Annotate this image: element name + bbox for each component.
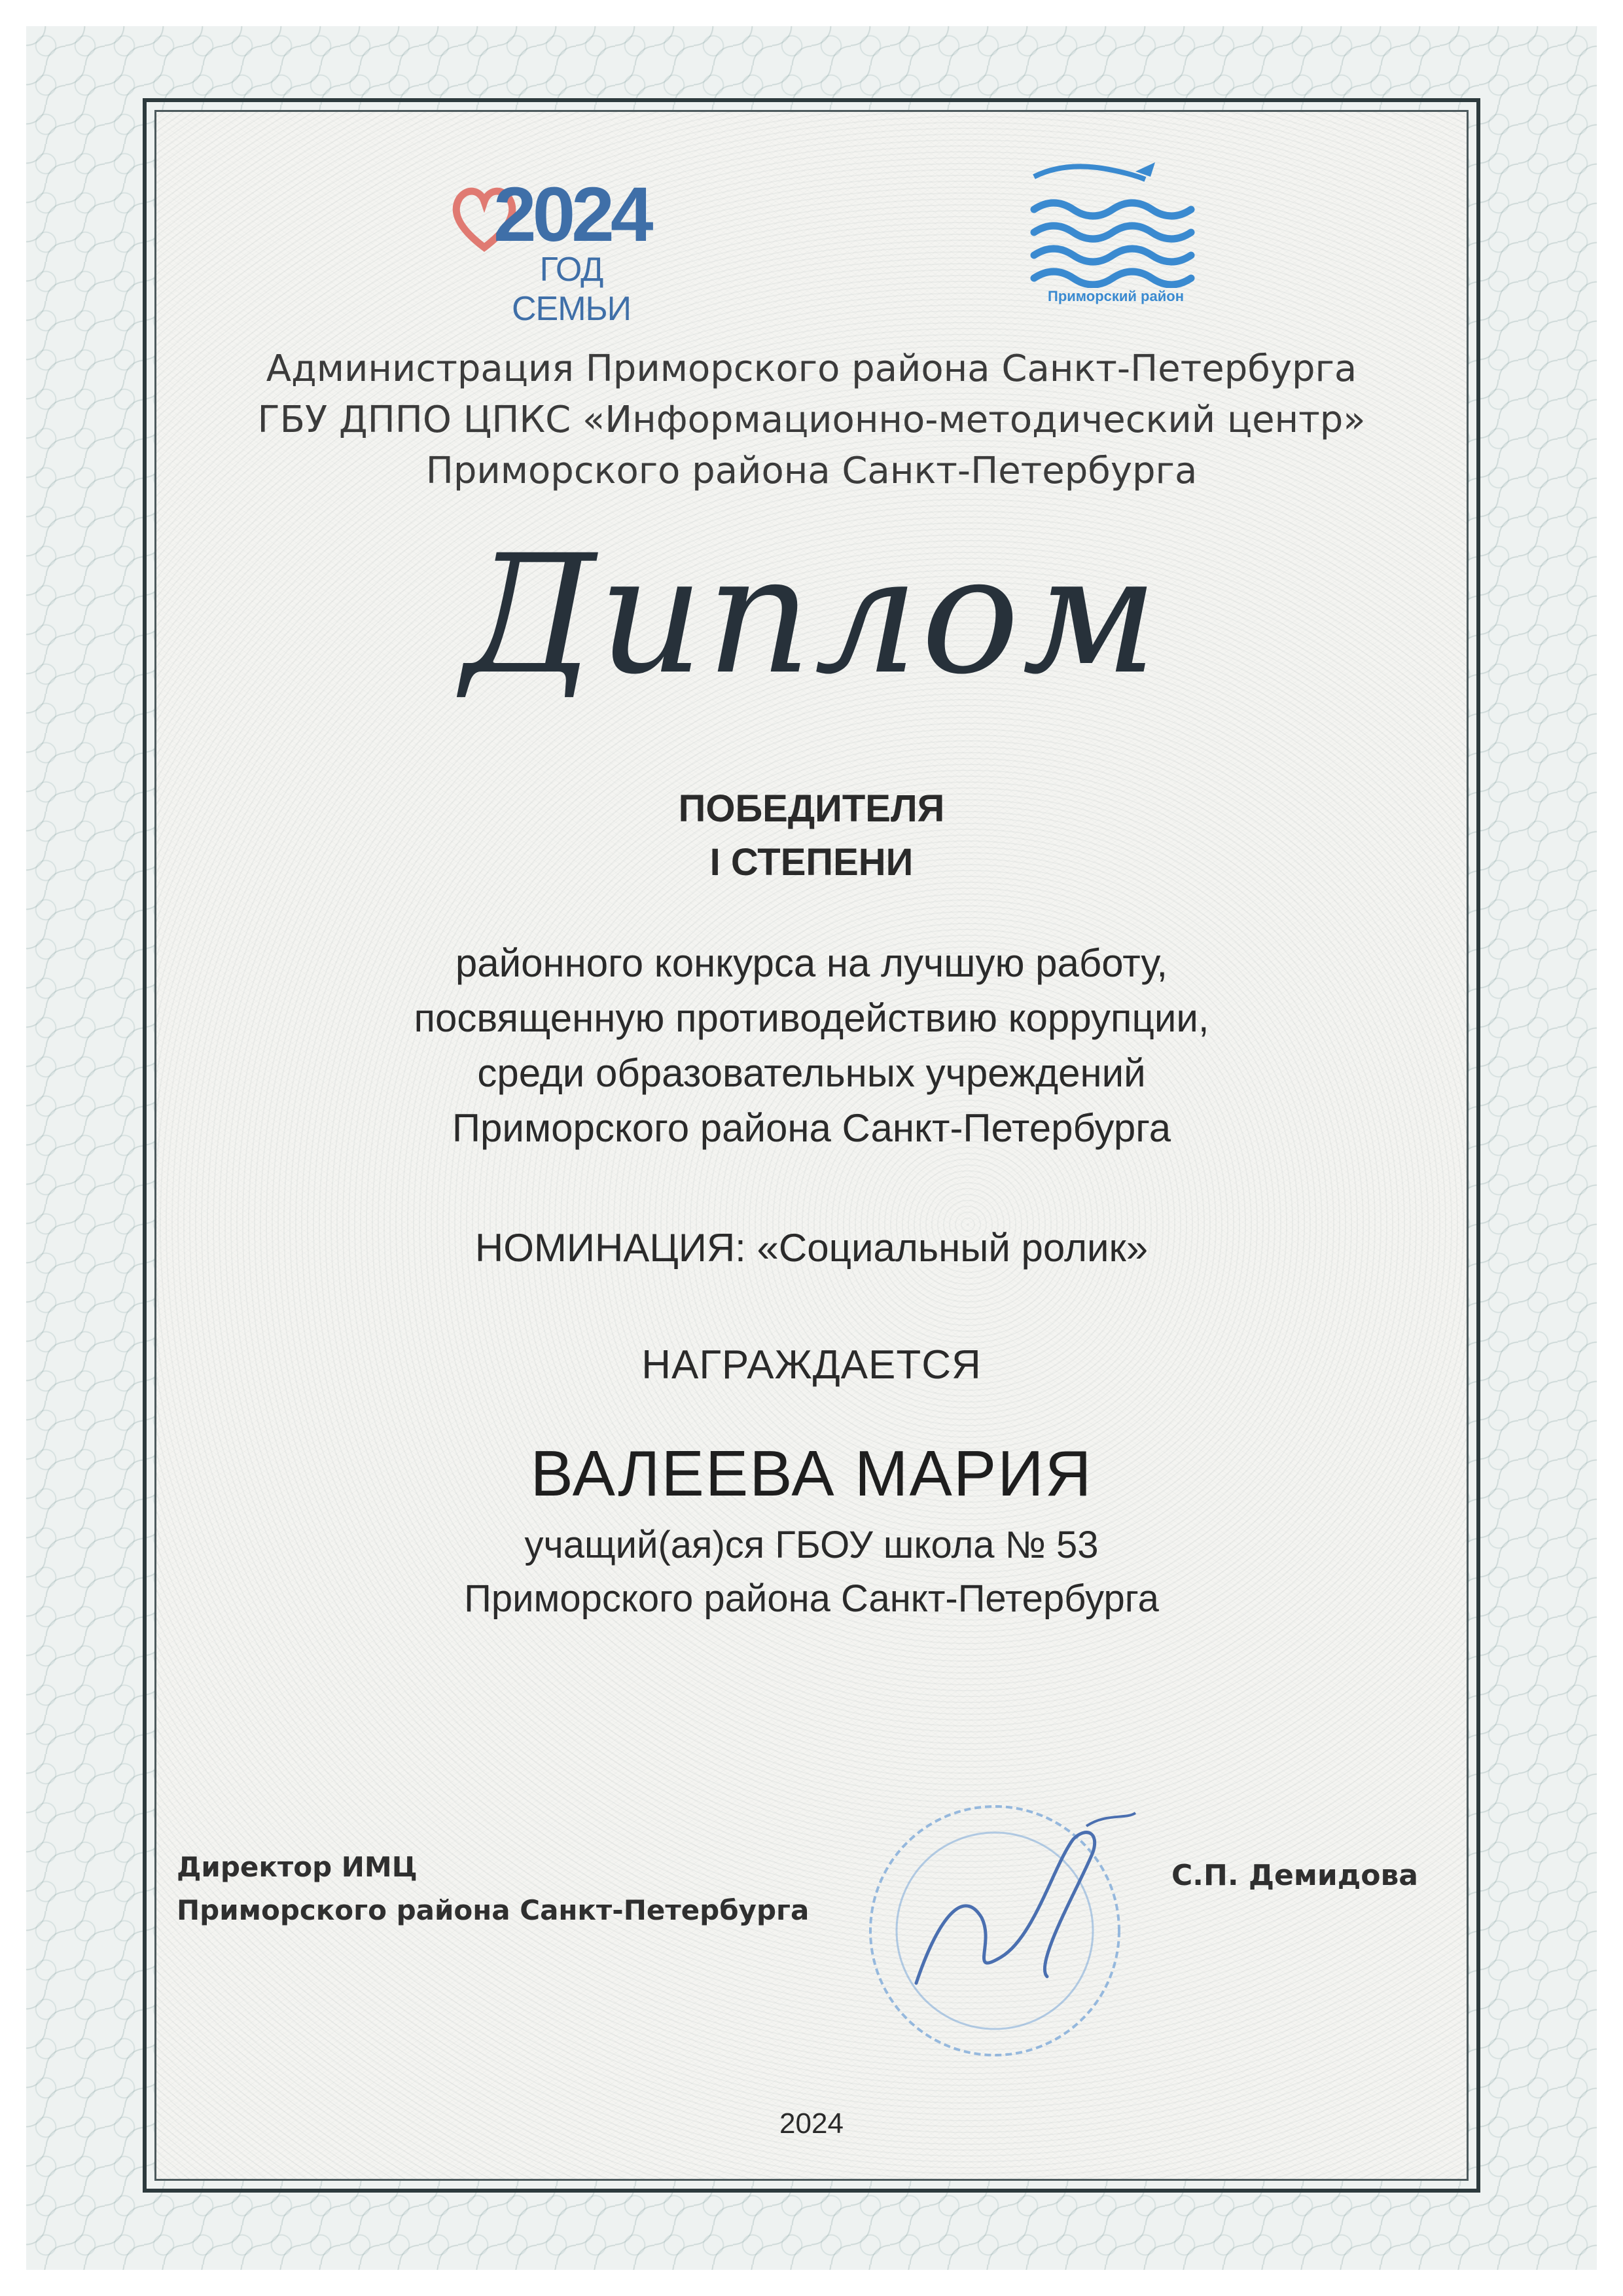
logo-year: 2024 — [493, 171, 650, 258]
signatory-position — [177, 1846, 831, 1932]
degree-block — [154, 782, 1469, 889]
degree-line: ПОБЕДИТЕЛЯ — [678, 787, 945, 830]
contest-line: среди образовательных учреждений — [477, 1051, 1146, 1095]
waves-icon — [1021, 157, 1211, 288]
school-line: учащий(ая)ся ГБОУ школа № 53 — [524, 1524, 1099, 1566]
contest-description — [154, 936, 1469, 1156]
district-logo — [1021, 157, 1211, 308]
awarded-label: НАГРАЖДАЕТСЯ — [641, 1342, 982, 1388]
issuer-block — [154, 344, 1469, 497]
contest-line: Приморского района Санкт-Петербурга — [452, 1106, 1171, 1150]
signatory-name: С.П. Демидова — [1171, 1859, 1418, 1892]
issuer-line: Администрация Приморского района Санкт-Петербурга — [266, 348, 1357, 390]
school-block — [154, 1518, 1469, 1626]
degree-line: I СТЕПЕНИ — [709, 841, 914, 884]
contest-line: районного конкурса на лучшую работу, — [455, 941, 1168, 985]
contest-line: посвященную противодействию коррупции, — [414, 996, 1209, 1040]
logo-subtitle: ГОД СЕМЬИ — [511, 251, 632, 328]
issuer-line: ГБУ ДППО ЦПКС «Информационно-методический центр» — [257, 399, 1366, 441]
issuer-line: Приморского района Санкт-Петербурга — [425, 450, 1198, 492]
position-line: Приморского района Санкт-Петербурга — [177, 1894, 810, 1926]
school-line: Приморского района Санкт-Петербурга — [464, 1577, 1159, 1620]
diploma-title: Диплом — [462, 520, 1161, 710]
recipient-name: ВАЛЕЕВА МАРИЯ — [530, 1437, 1093, 1509]
position-line: Директор ИМЦ — [177, 1851, 418, 1883]
year-of-family-logo — [452, 170, 668, 328]
stamp-and-signature — [838, 1767, 1165, 2081]
issue-year: 2024 — [779, 2108, 844, 2140]
district-logo-caption: Приморский район — [1048, 288, 1184, 304]
nomination: НОМИНАЦИЯ: «Социальный ролик» — [474, 1226, 1149, 1270]
